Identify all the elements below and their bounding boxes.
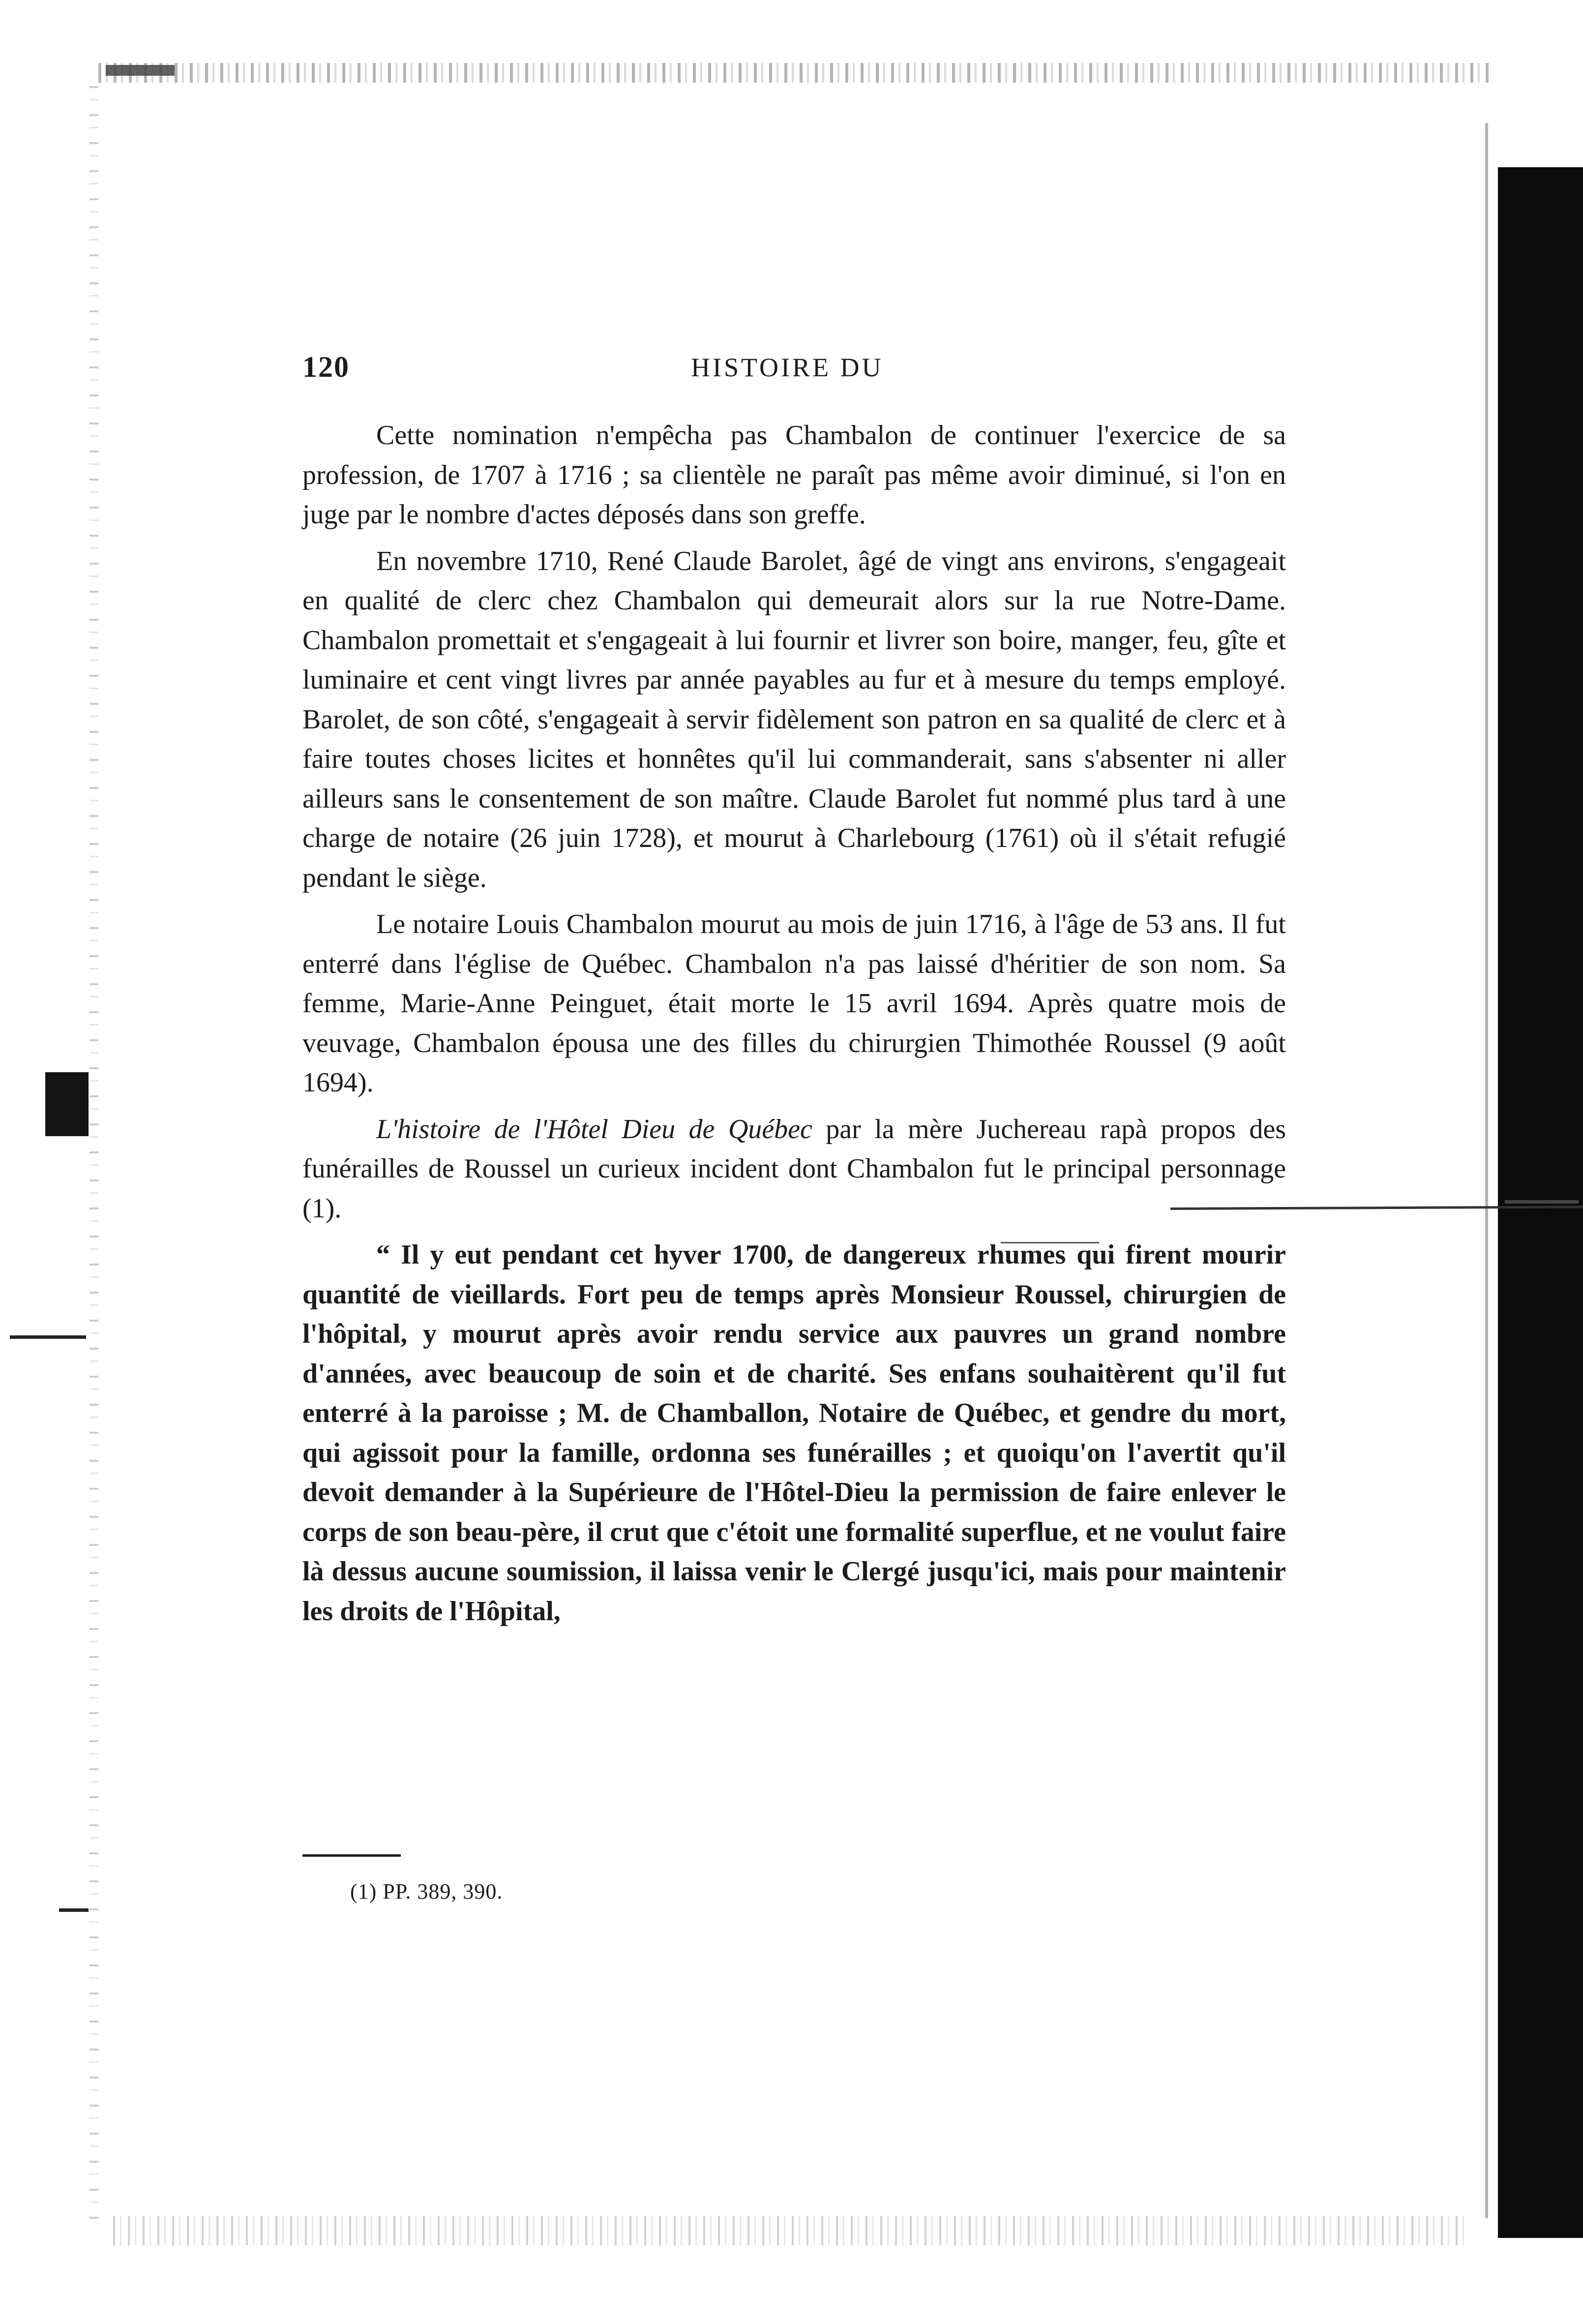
quotation-paragraph: “ Il y eut pendant cet hyver 1700, de dangereux rhumes qui firent mourir quantité de vieillards. Fort peu de temps après Monsieur Roussel, chirurgien de l'hôpital, y mourut après avoir rendu service aux pauvres un grand nombre d'années, avec beaucoup de soin et de charité. Ses enfans souhaitèrent qu'il fut enterré à la paroisse ; M. de Chamballon, Notaire de Québec, et gendre du mort, qui agissoit pour la famille, ordonna ses funérailles ; et quoiqu'on l'avertit qu'il devoit demander à la Supérieure de l'Hôtel-Dieu la permission de faire enlever le corps de son beau-père, il crut que c'étoit une formalité superflue, et ne voulut faire là dessus aucune soumission, il laissa venir le Clergé jusqu'ici, mais pour maintenir les droits de l'Hôpital, <box>302 1239 1286 1627</box>
footnote: (1) PP. 389, 390. <box>350 1879 503 1903</box>
paragraph: Le notaire Louis Chambalon mourut au mois de juin 1716, à l'âge de 53 ans. Il fut enterré dans l'église de Québec. Chambalon n'a pas laissé d'héritier de son nom. Sa femme, Marie-Anne Peinguet, était morte le 15 avril 1694. Après quatre mois de veuvage, Chambalon épousa une des filles du chirurgien Thimothée Roussel (9 août 1694). <box>302 909 1286 1098</box>
margin-mark <box>10 1335 86 1339</box>
margin-ink-blot <box>45 1072 89 1136</box>
footnote-rule <box>302 1854 401 1857</box>
scan-mark-top-left <box>106 65 175 76</box>
margin-mark <box>1505 1200 1579 1204</box>
running-head <box>302 350 1286 385</box>
body-text <box>302 416 1286 1638</box>
paragraph <box>302 1110 1286 1229</box>
running-title: HISTOIRE DU <box>691 353 884 382</box>
page-number: 120 <box>302 351 350 383</box>
scan-edge-left <box>90 86 98 2221</box>
margin-mark <box>59 1908 89 1912</box>
scan-edge-bottom <box>113 2216 1465 2245</box>
paragraph: Cette nomination n'empêcha pas Chambalon de continuer l'exercice de sa profession, de 1707 à 1716 ; sa clientèle ne paraît pas même avoir diminué, si l'on en juge par le nombre d'actes déposés dans son greffe. <box>302 420 1286 530</box>
scan-edge-top <box>98 63 1490 83</box>
scan-edge-right <box>1485 123 1488 2218</box>
paragraph-text: par la mère Juchereau rapà propos des funérailles de Roussel un curieux incident dont Chambalon fut le principal personnage (1). <box>302 1114 1286 1224</box>
paragraph: En novembre 1710, René Claude Barolet, âgé de vingt ans environs, s'engageait en qualité de clerc chez Chambalon qui demeurait alors sur la rue Notre-Dame. Chambalon promettait et s'engageait à lui fournir et livrer son boire, manger, feu, gîte et luminaire et cent vingt livres par année payables au fur et à mesure du temps employé. Barolet, de son côté, s'engageait à servir fidèlement son patron en sa qualité de clerc et à faire toutes choses licites et honnêtes qu'il lui commanderait, sans s'absenter ni aller ailleurs sans le consentement de son maître. Claude Barolet fut nommé plus tard à une charge de notaire (26 juin 1728), et mourut à Charlebourg (1761) où il s'était refugié pendant le siège. <box>302 545 1286 893</box>
book-title: L'histoire de l'Hôtel Dieu de Québec <box>376 1114 812 1145</box>
